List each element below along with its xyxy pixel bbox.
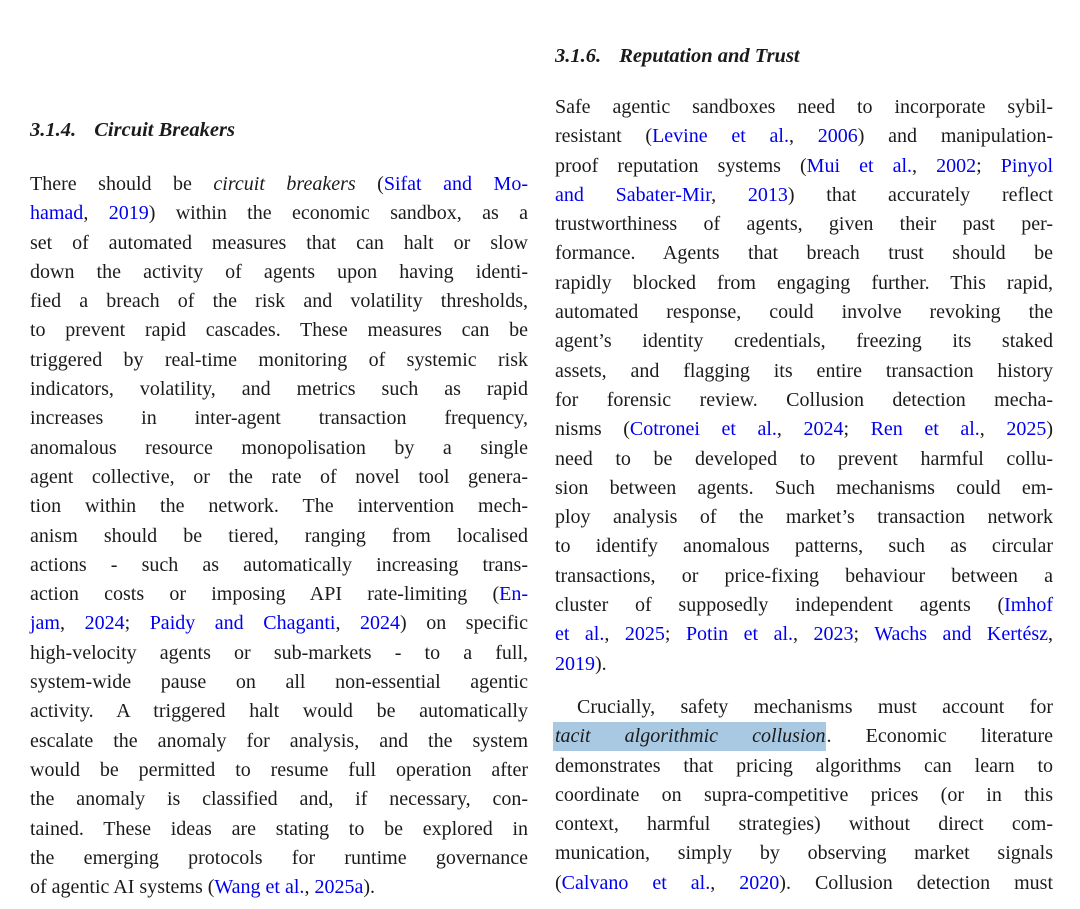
text-run: , [604, 623, 625, 646]
text-run: ( [555, 871, 562, 894]
text-line [555, 386, 1053, 415]
text-run: , [789, 125, 818, 148]
text-run: agent’s identity credentials, freezing its staked [555, 330, 1053, 353]
text-line [30, 727, 528, 756]
citation-link[interactable]: Imhof [1004, 594, 1053, 617]
citation-link[interactable]: 2024 [803, 418, 844, 441]
text-line [555, 722, 1053, 751]
text-run: demonstrates that pricing algorithms can learn to [555, 754, 1053, 777]
text-run: tion within the network. The intervention mech- [30, 495, 528, 518]
citation-link[interactable]: Mui et al. [806, 154, 913, 177]
section-title: Circuit Breakers [94, 119, 235, 141]
text-run: assets, and flagging its entire transaction history [555, 359, 1053, 382]
text-run: the emerging protocols for runtime governance [30, 846, 528, 869]
text-run: , [304, 876, 315, 899]
citation-link[interactable]: Ren et al. [870, 418, 980, 441]
text-run: , [83, 202, 109, 225]
section-heading-circuit-breakers [30, 118, 528, 142]
text-run: There should be [30, 173, 214, 195]
text-run: nisms ( [555, 418, 630, 441]
text-line [555, 181, 1053, 210]
citation-link[interactable]: 2024 [360, 612, 401, 635]
text-run: activity. A triggered halt would be automatically [30, 700, 528, 723]
text-line [30, 815, 528, 844]
text-run: . Economic literature [826, 725, 1053, 748]
highlight-annotation[interactable]: tacit algorithmic collusion [553, 722, 826, 751]
text-run: ) on specific [400, 612, 528, 635]
text-run: to identify anomalous patterns, such as circular [555, 535, 1053, 558]
text-line [555, 810, 1053, 839]
text-run: ; [853, 623, 875, 646]
text-line [555, 562, 1053, 591]
text-line [30, 229, 528, 258]
text-run: indicators, volatility, and metrics such as rapid [30, 378, 528, 401]
citation-link[interactable]: Wachs and Kertész [874, 623, 1049, 646]
text-run: escalate the anomaly for analysis, and the system [30, 729, 528, 752]
section-number: 3.1.6. [555, 45, 602, 67]
text-run: Safe agentic sandboxes need to incorporate sybil- [555, 96, 1053, 118]
text-line [30, 609, 528, 638]
citation-link[interactable]: jam [30, 612, 60, 635]
text-run: sion between agents. Such mechanisms could em- [555, 476, 1053, 499]
text-line [555, 752, 1053, 781]
text-line [30, 404, 528, 433]
text-line [30, 316, 528, 345]
text-line [555, 869, 1053, 898]
citation-link[interactable]: Paidy and Chaganti [149, 612, 336, 635]
text-run: Crucially, safety mechanisms must account for [577, 695, 1053, 718]
text-run: ; [976, 154, 1001, 177]
text-line [555, 298, 1053, 327]
citation-link[interactable]: Pinyol [1000, 154, 1054, 177]
text-run: , [335, 612, 361, 635]
left-column [30, 118, 528, 902]
text-run: anomalous resource monopolisation by a single [30, 436, 528, 459]
text-line [30, 463, 528, 492]
section-title: Reputation and Trust [619, 45, 800, 67]
right-column-text [555, 93, 1053, 898]
text-line [30, 639, 528, 668]
text-line [555, 239, 1053, 268]
citation-link[interactable]: 2025a [314, 876, 364, 899]
text-line [555, 503, 1053, 532]
text-run: ) that accurately reflect [787, 183, 1054, 206]
citation-link[interactable]: 2025 [624, 623, 665, 646]
text-line [30, 522, 528, 551]
text-line [30, 551, 528, 580]
paragraph [30, 170, 528, 902]
text-run: transactions, or price-fixing behaviour between a [555, 564, 1053, 587]
text-run: ( [355, 173, 384, 195]
text-run: need to be developed to prevent harmful collu- [555, 447, 1053, 470]
text-run: actions - such as automatically increasing trans- [30, 553, 528, 576]
text-run: proof reputation systems ( [555, 154, 807, 177]
text-line [30, 580, 528, 609]
text-line [555, 693, 1053, 722]
text-run: ). Collusion detection must [779, 871, 1054, 894]
text-run: coordinate on supra-competitive prices (or in this [555, 783, 1053, 806]
emphasized-text: circuit breakers [213, 173, 356, 195]
citation-link[interactable]: Potin et al. [685, 623, 794, 646]
text-run: agent collective, or the rate of novel tool genera- [30, 465, 528, 488]
citation-link[interactable]: Calvano et al. [561, 871, 711, 894]
text-run: , [793, 623, 814, 646]
text-run: munication, simply by observing market signals [555, 842, 1053, 865]
text-run: , [912, 154, 937, 177]
text-run: , [711, 183, 748, 206]
text-run: , [710, 871, 740, 894]
text-run: the anomaly is classified and, if necessary, con- [30, 788, 528, 811]
text-run: ) [1046, 418, 1054, 441]
text-run: , [1048, 623, 1054, 646]
citation-link[interactable]: 2013 [747, 183, 788, 206]
text-run: set of automated measures that can halt or slow [30, 231, 528, 254]
text-run: would be permitted to resume full operation after [30, 758, 528, 781]
citation-link[interactable]: En- [499, 583, 528, 606]
text-line [555, 210, 1053, 239]
citation-link[interactable]: 2023 [813, 623, 854, 646]
text-run: , [60, 612, 85, 635]
citation-link[interactable]: 2019 [108, 202, 149, 225]
text-run: ; [124, 612, 150, 635]
text-run: high-velocity agents or sub-markets - to a full, [30, 641, 528, 664]
text-line [30, 492, 528, 521]
text-run: automated response, could involve revoking the [555, 301, 1053, 324]
text-run: tained. These ideas are stating to be explored in [30, 817, 528, 840]
text-run: , [979, 418, 1007, 441]
text-run: ). [595, 652, 607, 675]
text-line [555, 620, 1053, 649]
text-line [30, 199, 528, 228]
text-line [555, 269, 1053, 298]
section-number: 3.1.4. [30, 119, 77, 141]
citation-link[interactable]: 2019 [555, 652, 595, 675]
citation-link[interactable]: 2020 [739, 871, 780, 894]
text-run: trustworthiness of agents, given their past per- [555, 213, 1053, 236]
citation-link[interactable]: 2006 [817, 125, 858, 148]
text-line [30, 375, 528, 404]
text-run: to prevent rapid cascades. These measures can be [30, 319, 528, 342]
text-line [555, 357, 1053, 386]
text-line [555, 445, 1053, 474]
text-run: ). [363, 876, 375, 899]
citation-link[interactable]: Levine et al. [652, 125, 789, 148]
citation-link[interactable]: Sifat and Mo- [383, 173, 528, 195]
section-heading-reputation-and-trust [555, 44, 1053, 68]
text-run: system-wide pause on all non-essential agentic [30, 671, 528, 694]
text-line [30, 170, 528, 199]
text-line [30, 756, 528, 785]
citation-link[interactable]: 2002 [936, 154, 977, 177]
right-column [555, 44, 1053, 898]
text-run: of agentic AI systems ( [30, 876, 215, 899]
text-run: cluster of supposedly independent agents ( [555, 594, 1005, 617]
text-run: anism should be tiered, ranging from localised [30, 524, 528, 547]
text-line [30, 844, 528, 873]
citation-link[interactable]: Cotronei et al. [629, 418, 777, 441]
text-line [30, 668, 528, 697]
text-run: down the activity of agents upon having identi- [30, 260, 528, 283]
text-run: ; [843, 418, 871, 441]
text-line [30, 346, 528, 375]
text-run: for forensic review. Collusion detection mecha- [555, 388, 1053, 411]
text-line [555, 93, 1053, 122]
text-run: increases in inter-agent transaction frequency, [30, 407, 528, 430]
text-run: triggered by real-time monitoring of systemic risk [30, 348, 528, 371]
text-line [555, 839, 1053, 868]
citation-link[interactable]: 2024 [84, 612, 125, 635]
text-line [555, 474, 1053, 503]
text-line [30, 287, 528, 316]
text-run: ) within the economic sandbox, as a [148, 202, 529, 225]
text-line [30, 697, 528, 726]
citation-link[interactable]: Wang et al. [214, 876, 305, 899]
text-line [555, 122, 1053, 151]
text-line [555, 532, 1053, 561]
text-line [30, 785, 528, 814]
text-line [555, 415, 1053, 444]
text-run: formance. Agents that breach trust should be [555, 242, 1053, 265]
text-run: rapidly blocked from engaging further. This rapid, [555, 271, 1053, 294]
citation-link[interactable]: 2025 [1006, 418, 1047, 441]
text-run: action costs or imposing API rate-limiting ( [30, 583, 500, 606]
text-line [555, 327, 1053, 356]
text-line [555, 650, 1053, 679]
text-run: ; [664, 623, 686, 646]
text-run: ploy analysis of the market’s transaction network [555, 506, 1053, 529]
text-line [555, 591, 1053, 620]
left-column-text [30, 170, 528, 902]
text-line [30, 873, 528, 902]
text-run: resistant ( [555, 125, 653, 148]
text-run: fied a breach of the risk and volatility thresholds, [30, 290, 528, 313]
text-line [30, 258, 528, 287]
citation-link[interactable]: and Sabater-Mir [555, 183, 712, 206]
paragraph [555, 693, 1053, 898]
paragraph [555, 93, 1053, 679]
text-run: , [776, 418, 804, 441]
text-run: context, harmful strategies) without direct com- [555, 813, 1053, 836]
text-line [30, 434, 528, 463]
citation-link[interactable]: hamad [30, 202, 84, 225]
text-run: ) and manipulation- [857, 125, 1054, 148]
text-line [555, 152, 1053, 181]
citation-link[interactable]: et al. [555, 623, 605, 646]
text-line [555, 781, 1053, 810]
